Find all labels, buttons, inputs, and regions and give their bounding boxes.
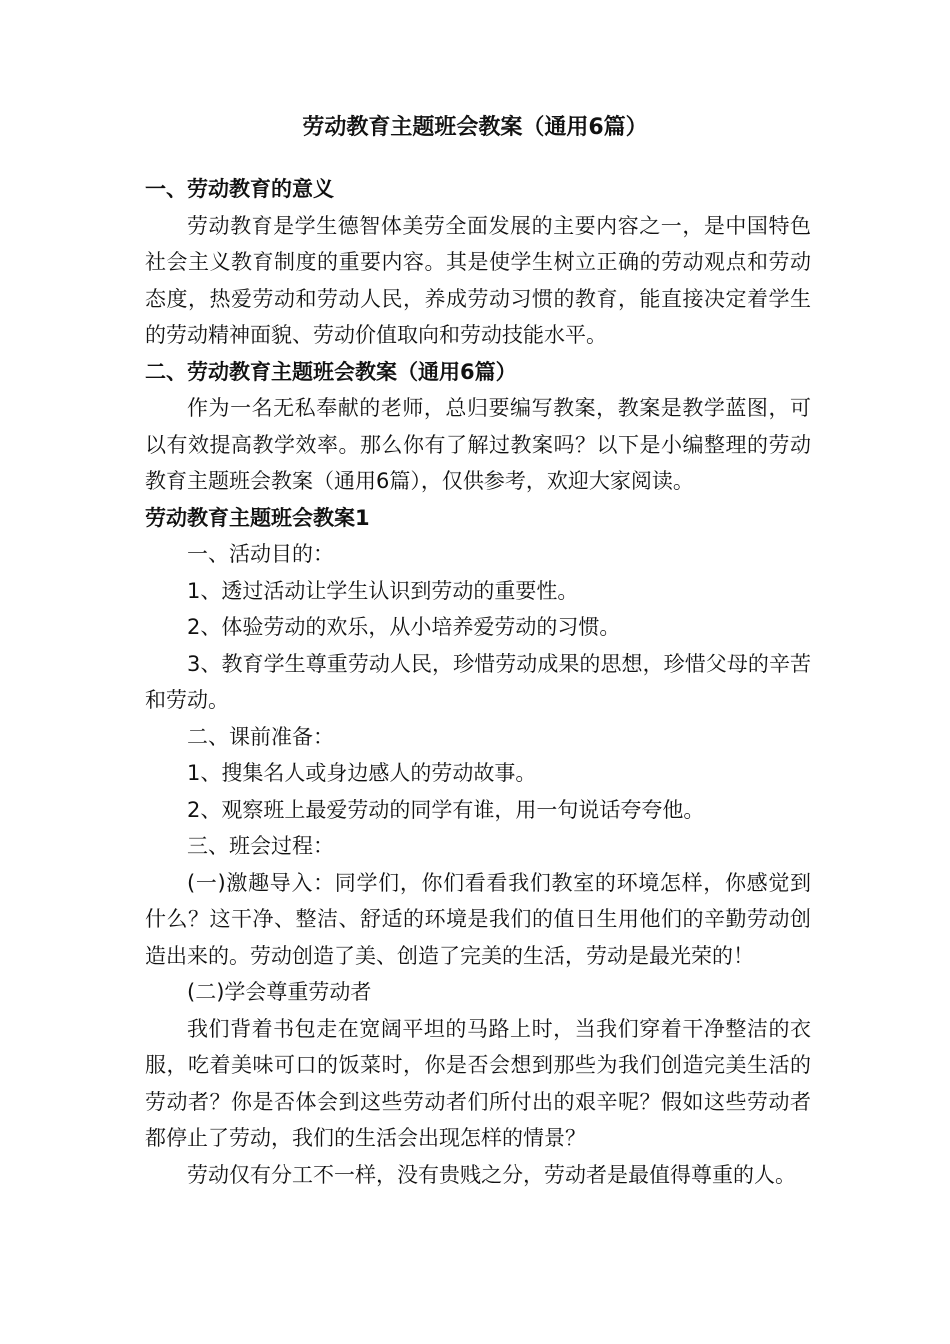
list-item: 2、观察班上最爱劳动的同学有谁，用一句说话夸夸他。 [187,797,705,822]
section-heading-significance: 一、劳动教育的意义 [145,177,334,201]
list-item: 3、教育学生尊重劳动人民，珍惜劳动成果的思想，珍惜父母的辛苦和劳动。 [145,651,811,712]
subheading-activity-goals: 一、活动目的： [187,542,334,566]
lesson-plan-1-heading: 劳动教育主题班会教案1 [145,505,370,530]
paragraph: 我们背着书包走在宽阔平坦的马路上时，当我们穿着干净整洁的衣服，吃着美味可口的饭菜时，你是否会想到那些为我们创造完美生活的劳动者？你是否体会到这些劳动者们所付出的艰辛呢？假如这些劳动者都停止了劳动，我们的生活会出现怎样的情景？ [145,1016,811,1150]
subheading-respect-workers: (二)学会尊重劳动者 [187,980,372,1004]
document-title: 劳动教育主题班会教案（通用6篇） [302,115,648,140]
document-body [145,171,811,1193]
subheading-preparation: 二、课前准备： [187,724,334,749]
subheading-process: 三、班会过程： [187,834,334,858]
paragraph: (一)激趣导入：同学们，你们看看我们教室的环境怎样，你感觉到什么？这干净、整洁、舒适的环境是我们的值日生用他们的辛勤劳动创造出来的。劳动创造了美、创造了完美的生活，劳动是最光荣的！ [145,870,811,968]
paragraph: 劳动教育是学生德智体美劳全面发展的主要内容之一，是中国特色社会主义教育制度的重要内容。其是使学生树立正确的劳动观点和劳动态度，热爱劳动和劳动人民，养成劳动习惯的教育，能直接决定着学生的劳动精神面貌、劳动价值取向和劳动技能水平。 [145,213,811,347]
list-item: 2、体验劳动的欢乐，从小培养爱劳动的习惯。 [187,615,621,639]
list-item: 1、搜集名人或身边感人的劳动故事。 [187,761,537,785]
paragraph: 劳动仅有分工不一样，没有贵贱之分，劳动者是最值得尊重的人。 [187,1162,796,1187]
paragraph: 作为一名无私奉献的老师，总归要编写教案，教案是教学蓝图，可以有效提高教学效率。那么你有了解过教案吗？以下是小编整理的劳动教育主题班会教案（通用6篇），仅供参考，欢迎大家阅读。 [145,396,811,493]
section-heading-lesson-plans: 二、劳动教育主题班会教案（通用6篇） [145,359,517,384]
list-item: 1、透过活动让学生认识到劳动的重要性。 [187,578,579,603]
